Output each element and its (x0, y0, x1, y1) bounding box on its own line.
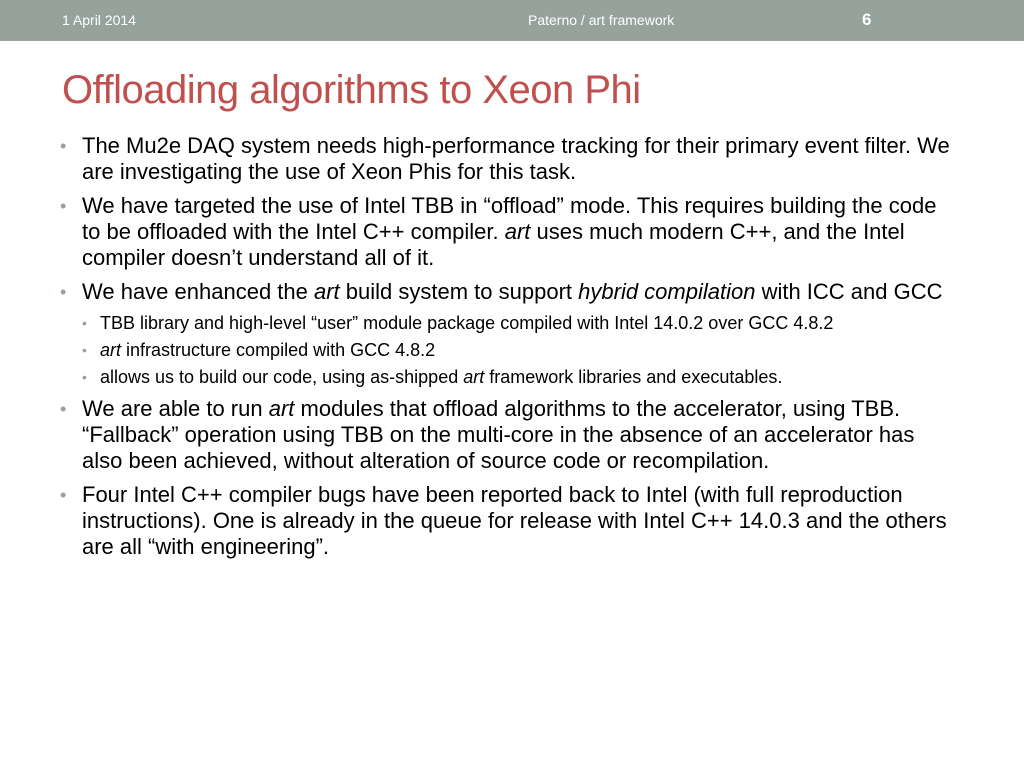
bullet-emphasis: art (314, 279, 340, 304)
sub-bullet-list (82, 313, 960, 388)
sub-bullet-text: allows us to build our code, using as-shipped (100, 367, 464, 387)
slide-number: 6 (862, 10, 872, 29)
bullet-item (60, 482, 960, 560)
bullet-item (60, 193, 960, 271)
sub-bullet-text: infrastructure compiled with GCC 4.8.2 (121, 340, 436, 360)
sub-bullet-emphasis: art (463, 367, 485, 387)
footer-label: Paterno / art framework (528, 12, 675, 28)
sub-bullet-emphasis: art (100, 340, 122, 360)
slide-body (60, 133, 960, 568)
sub-bullet-text: TBB library and high-level “user” module package compiled with Intel 14.0.2 over GCC 4.8.2 (100, 313, 834, 333)
sub-bullet-item (82, 367, 960, 388)
bullet-text: We have enhanced the (82, 279, 314, 304)
bullet-emphasis: art (504, 219, 531, 244)
bullet-list (60, 133, 960, 560)
bullet-item (60, 133, 960, 185)
bullet-text: Four Intel C++ compiler bugs have been reported back to Intel (with full reproduction instructions). One is already in the queue for release with Intel C++ 14.0.3 and the others are all “with engineering”. (82, 482, 947, 559)
bullet-item (60, 396, 960, 474)
bullet-text: modules that offload algorithms to the accelerator, using TBB. “Fallback” operation using TBB on the multi-core in the absence of an accelerator has also been achieved, without alteration of source code or recompilation. (82, 396, 915, 473)
bullet-emphasis: hybrid compilation (578, 279, 756, 304)
bullet-text: We are able to run (82, 396, 269, 421)
header-bar (0, 0, 1024, 41)
bullet-text: uses much modern C++, and the Intel compiler doesn’t understand all of it. (82, 219, 905, 270)
date-label: 1 April 2014 (62, 12, 136, 28)
bullet-text: build system to support (339, 279, 579, 304)
bullet-text: with ICC and GCC (755, 279, 943, 304)
slide-title: Offloading algorithms to Xeon Phi (62, 68, 641, 112)
sub-bullet-text: framework libraries and executables. (484, 367, 783, 387)
bullet-text: We have targeted the use of Intel TBB in “offload” mode. This requires building the code to be offloaded with the Intel C++ compiler. (82, 193, 937, 244)
bullet-item (60, 279, 960, 388)
bullet-emphasis: art (268, 396, 295, 421)
sub-bullet-item (82, 340, 960, 361)
bullet-text: The Mu2e DAQ system needs high-performance tracking for their primary event filter. We are investigating the use of Xeon Phis for this task. (82, 133, 950, 184)
sub-bullet-item (82, 313, 960, 334)
